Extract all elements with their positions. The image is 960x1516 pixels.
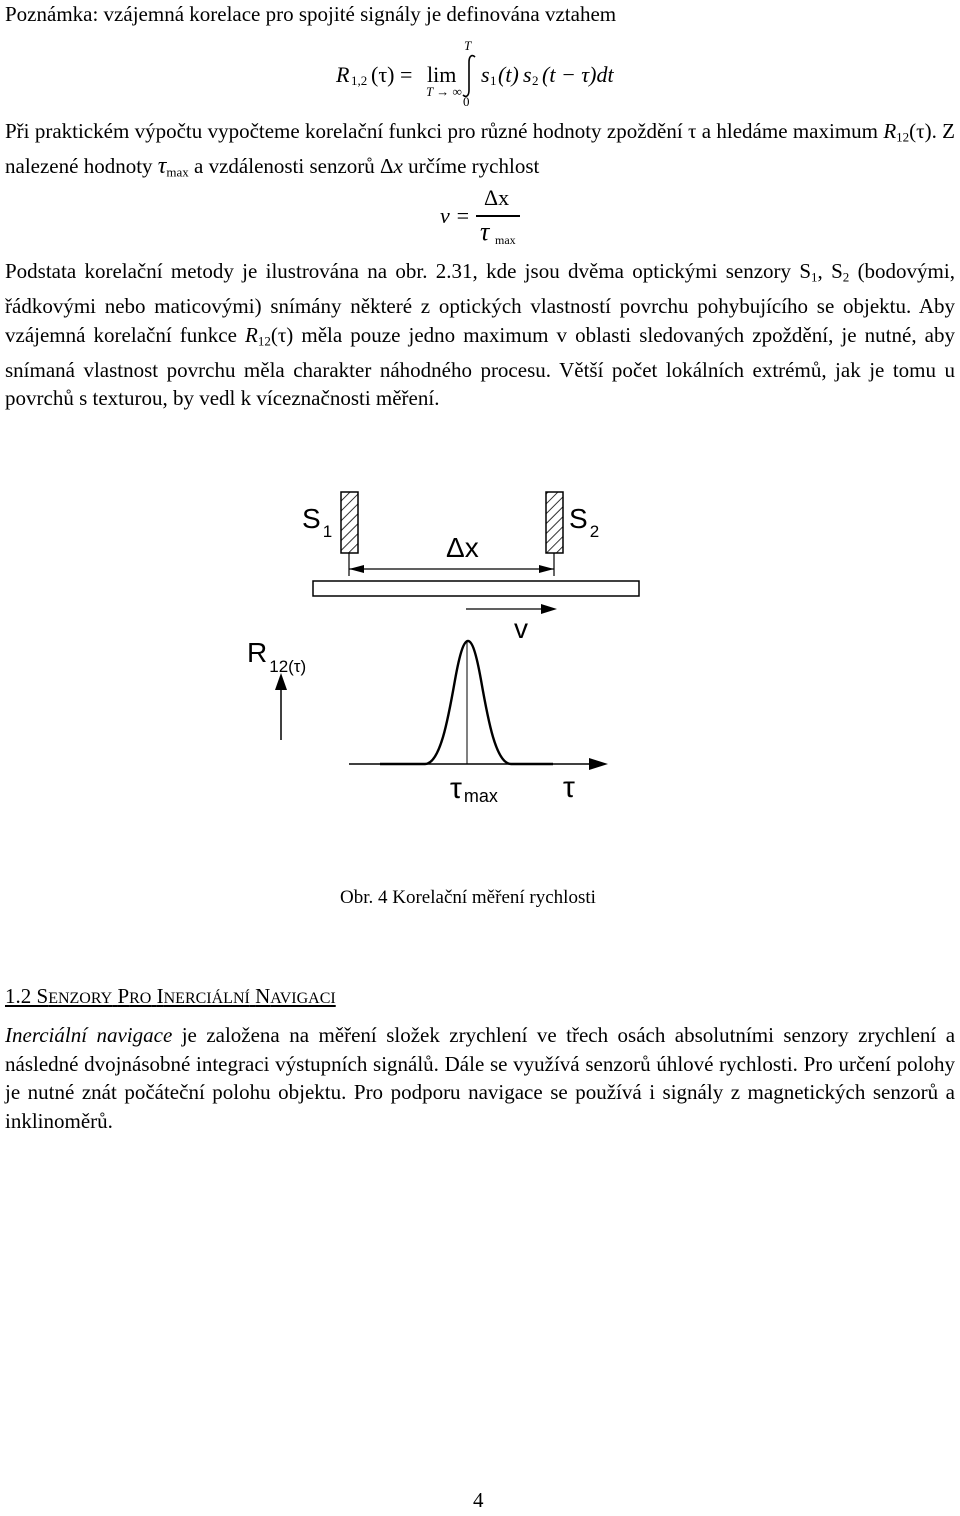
v-label: v (514, 613, 528, 644)
note-line: Poznámka: vzájemná korelace pro spojité signály je definována vztahem (5, 2, 617, 26)
velocity-arrow-icon (541, 604, 557, 614)
s2-label: S $_2$ (569, 503, 600, 541)
eq2-numerator: Δx (484, 185, 510, 210)
eq-R-sub: 1,2 (351, 73, 368, 88)
speed-equation (440, 183, 560, 253)
correlation-figure (0, 470, 960, 870)
paragraph-principle: Podstata korelační metody je ilustrována na obr. 2.31, kde jsou dvěma optickými senzory $S_1$, $S_2$ (bodovými, řádkovými nebo maticovými) snímány některé z optických vlastností povrchu pohybujícího se objektu. Aby vzájemná korelační funkce $R_{12}(\tau)$ měla pouze jedno maximum v oblasti sledovaných zpoždění, je nutné, aby snímaná vlastnost povrchu měla charakter náhodného procesu. Větší počet lokálních extrémů, jak je tomu u povrchů s texturou, by vedl k víceznačnosti měření. (5, 259, 955, 411)
heading-word: NAVIGACI (255, 984, 336, 1008)
inertial-navigation-term: Inerciální navigace (5, 1023, 173, 1047)
dx-arrow-left-icon (349, 565, 364, 573)
eq-lim: lim (427, 62, 457, 87)
heading-word: PRO (117, 984, 152, 1008)
tau-axis-arrow-icon (589, 758, 608, 770)
eq-s1-sub: 1 (490, 73, 497, 88)
dx-arrow-right-icon (539, 565, 554, 573)
eq-lim-sub: T → ∞ (426, 84, 462, 99)
eq2-denominator: τ (480, 217, 490, 246)
paragraph-inertial: Inerciální navigace je založena na měření složek zrychlení ve třech osách absolutními senzory zrychlení a následné dvojnásobné integraci výstupních signálů. Dále se využívá senzorů úhlové rychlosti. Pro určení polohy je nutné znát počáteční polohu objektu. Pro podporu navigace se používá i signály z magnetických senzorů a inklinoměrů. (5, 1023, 956, 1134)
integral-sign-icon (460, 54, 478, 98)
eq-R: R (336, 62, 350, 87)
paragraph-method: Při praktickém výpočtu vypočteme korelační funkci pro různé hodnoty zpoždění τ a hledáme maximum $R_{12}(\tau)$. Z nalezené hodnoty $\tau_{max}$ a vzdálenosti senzorů Δx určíme rychlost (5, 119, 955, 180)
heading-word: SENZORY (36, 984, 113, 1008)
heading-word: INERCIÁLNÍ (156, 984, 250, 1008)
eq2-denominator-sub: max (495, 233, 516, 247)
moving-object (313, 581, 639, 596)
tau-label: τ (563, 771, 575, 804)
eq-s2: s (523, 62, 532, 87)
sensor-s2 (546, 492, 563, 553)
page-number: 4 (473, 1488, 484, 1512)
dx-label: Δx (446, 532, 479, 563)
s1-label: S $_1$ (302, 503, 333, 541)
eq-s1-arg: (t) (498, 62, 519, 87)
r12-label: R $_{12(\tau)}$ (247, 637, 307, 676)
sensor-s1 (341, 492, 358, 553)
figure-caption: Obr. 4 Korelační měření rychlosti (340, 887, 596, 908)
eq-s1: s (481, 62, 490, 87)
correlation-equation (336, 32, 636, 112)
tau-max-label: τmax (450, 772, 498, 806)
eq-s2-arg: (t − τ)dt (542, 62, 614, 87)
eq-int-upper: T (464, 38, 472, 53)
eq-s2-sub: 2 (532, 73, 539, 88)
eq2-v: v = (440, 203, 471, 228)
eq-int-lower: 0 (463, 94, 470, 109)
eq-arg: (τ) = (371, 62, 413, 87)
section-heading: 1.2 SENZORY PRO INERCIÁLNÍ NAVIGACI (5, 984, 336, 1008)
